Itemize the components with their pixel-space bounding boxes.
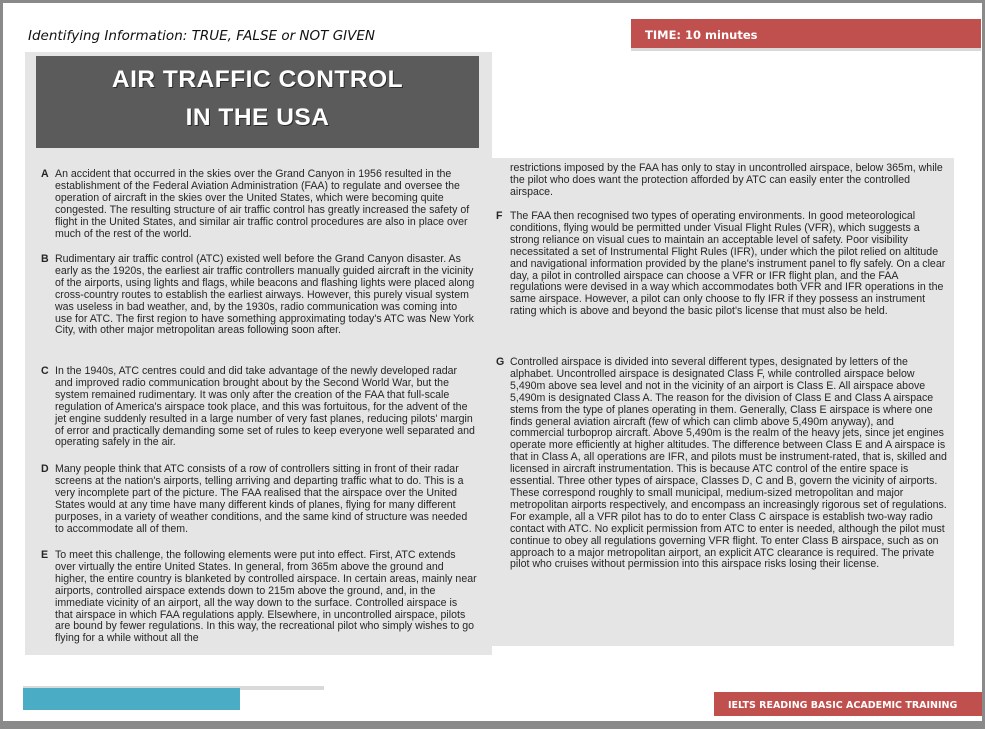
paragraph-d: [41, 463, 477, 535]
article-banner: [36, 56, 479, 148]
paragraph-letter: E: [41, 549, 49, 561]
paragraph-e: [41, 549, 477, 645]
paragraph-letter: F: [496, 210, 503, 222]
page-title: Identifying Information: TRUE, FALSE or NOT GIVEN: [28, 28, 375, 44]
banner-line-1: AIR TRAFFIC CONTROL: [111, 66, 404, 93]
paragraph-text: Rudimentary air traffic control (ATC) existed well before the Grand Canyon disaster. As early as the 1920s, the earliest air traffic controllers manually guided aircraft in the vicinity of the airports, using lights and flags, while beacons and flashing lights were placed along cross-country routes to establish the earliest airways. However, this purely visual system was useless in bad weather, and, by the 1930s, radio communication was coming into use for ATC. The first region to have something approximating today's ATC was New York City, with other major metropolitan areas following soon after.: [55, 253, 475, 337]
paragraph-g: [496, 356, 950, 571]
banner-line-2: IN THE USA: [185, 104, 330, 131]
paragraph-b: [41, 253, 477, 337]
paragraph-text: The FAA then recognised two types of operating environments. In good meteorological conditions, flying would be permitted under Visual Flight Rules (VFR), which suggests a strong reliance on visual cues to maintain an acceptable level of safety. Poor visibility necessitated a set of Instrumental Flight Rules (IFR), under which the pilot relied on altitude and navigational information provided by the plane's instrument panel to fly safely. On a clear day, a pilot in controlled airspace can choose a VFR or IFR flight plan, and the FAA regulations were devised in a way which accommodates both VFR and IFR operations in the same airspace. However, a pilot can only choose to fly IFR if they possess an instrument rating which is above and beyond the basic pilot's license that must also be held.: [510, 210, 946, 318]
paragraph-text: Many people think that ATC consists of a row of controllers sitting in front of their radar screens at the nation's airports, telling arriving and departing traffic what to do. This is a very incomplete part of the picture. The FAA realised that the airspace over the United States would at any time have many different kinds of planes, flying for many different purposes, in a variety of weather conditions, and the same kind of structure was needed to accommodate all of them.: [55, 463, 468, 535]
paragraph-text: Controlled airspace is divided into several different types, designated by letters of the alphabet. Uncontrolled airspace is designated Class F, while controlled airspace below 5,490m above sea level and not in the vicinity of an airport is Class E. All airspace above 5,490m is designated Class A. The reason for the division of Class E and Class A airspace stems from the type of planes operating in them. Generally, Class E airspace is where one finds general aviation aircraft (few of which can climb above 5,490m anyway), and commercial turboprop aircraft. Above 5,490m is the realm of the heavy jets, since jet engines operate more efficiently at higher altitudes. The difference between Class E and A airspace is that in Class A, all operations are IFR, and pilots must be instrument-rated, that is, skilled and licensed in aircraft instrumentation. This is because ATC control of the entire space is essential. Three other types of airspace, Classes D, C and B, govern the vicinity of airports. These correspond roughly to small municipal, medium-sized metropolitan and major metropolitan airports respectively, and encompass an increasingly rigorous set of regulations. For example, all a VFR pilot has to do to enter Class C airspace is establish two-way radio contact with ATC. No explicit permission from ATC to enter is needed, although the pilot must continue to obey all regulations governing VFR flight. To enter Class B airspace, such as on approach to a major metropolitan airport, an explicit ATC clearance is required. The private pilot who cruises without permission into this airspace risks losing their license.: [510, 356, 947, 571]
timer-badge: TIME: 10 minutes: [631, 19, 981, 49]
paragraph-letter: G: [496, 356, 505, 368]
paragraph-letter: A: [41, 168, 49, 180]
footer-brand-badge: IELTS READING BASIC ACADEMIC TRAINING: [714, 692, 982, 716]
article-left-column: [25, 52, 492, 655]
footer-bar-gap: [240, 688, 324, 710]
paragraph-c: [41, 365, 477, 449]
article-right-column: [490, 158, 954, 646]
slide: [3, 3, 982, 721]
paragraph-text: To meet this challenge, the following elements were put into effect. First, ATC extends over virtually the entire United States. In general, from 365m above the ground and higher, the entire country is blanketed by controlled airspace. In certain areas, mainly near airports, controlled airspace extends down to 215m above the ground, and, in the immediate vicinity of an airport, all the way down to the surface. Controlled airspace is that airspace in which FAA regulations apply. Elsewhere, in uncontrolled airspace, pilots are bound by fewer regulations. In this way, the recreational pilot who simply wishes to go flying for a while without all the: [55, 549, 477, 645]
paragraph-text: An accident that occurred in the skies over the Grand Canyon in 1956 resulted in the establishment of the Federal Aviation Administration (FAA) to regulate and oversee the operation of aircraft in the skies over the United States, which were becoming quite congested. The resulting structure of air traffic control has greatly increased the safety of flight in the United States, and similar air traffic control procedures are also in place over much of the rest of the world.: [55, 168, 470, 240]
paragraph-letter: C: [41, 365, 49, 377]
paragraph-text: restrictions imposed by the FAA has only to stay in uncontrolled airspace, below 365m, while the pilot who does want the protection afforded by ATC can easily enter the controlled airspace.: [510, 162, 943, 198]
paragraph-letter: D: [41, 463, 49, 475]
paragraph-text: In the 1940s, ATC centres could and did take advantage of the newly developed radar and improved radio communication brought about by the Second World War, but the system remained rudimentary. It was only after the creation of the FAA that full-scale regulation of America's airspace took place, and this was fortuitous, for the advent of the jet engine suddenly resulted in a large number of very fast planes, reducing pilots' margin of error and practically demanding some set of rules to keep everyone well separated and operating safely in the air.: [55, 365, 475, 449]
paragraph-e-continued: [510, 163, 950, 199]
footer-accent-bar: [23, 686, 324, 710]
paragraph-a: [41, 168, 477, 240]
paragraph-letter: B: [41, 253, 49, 265]
paragraph-f: [496, 210, 950, 318]
